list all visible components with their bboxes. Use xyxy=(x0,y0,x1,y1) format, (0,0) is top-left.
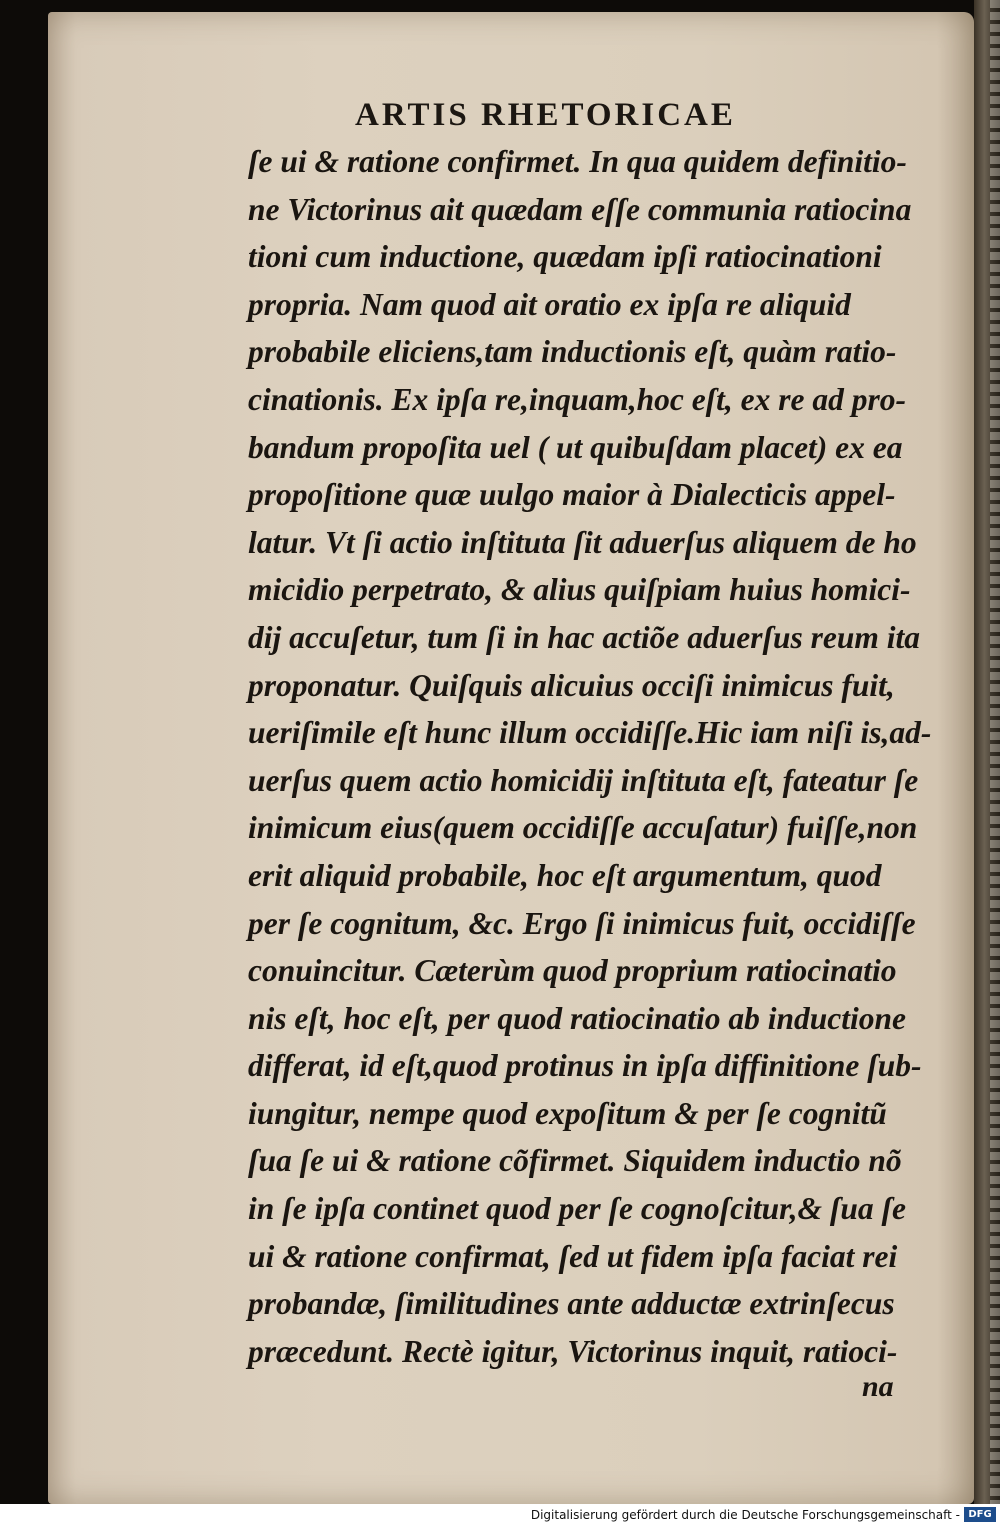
text-line: per ſe cognitum, &c. Ergo ſi inimicus fuit, occidiſſe xyxy=(248,905,916,941)
text-line: probandæ, ſimilitudines ante adductæ extrinſecus xyxy=(248,1286,895,1322)
text-line: probabile eliciens,tam inductionis eſt, quàm ratio- xyxy=(248,334,897,370)
text-line: dij accuſetur, tum ſi in hac actiõe aduerſus reum ita xyxy=(248,619,921,655)
text-line: ne Victorinus ait quædam eſſe communia ratiocina xyxy=(248,191,912,227)
page-body xyxy=(248,138,948,1375)
book-edge xyxy=(974,0,1000,1504)
text-line: iungitur, nempe quod expoſitum & per ſe cognitũ xyxy=(248,1095,887,1131)
text-line: propoſitione quæ uulgo maior à Dialecticis appel- xyxy=(248,477,896,513)
text-line: bandum propoſita uel ( ut quibuſdam placet) ex ea xyxy=(248,429,903,465)
text-line: tioni cum inductione, quædam ipſi ratiocinationi xyxy=(248,239,882,275)
running-header: ARTIS RHETORICAE xyxy=(355,97,736,133)
text-line: conuincitur. Cæterùm quod proprium ratiocinatio xyxy=(248,953,897,989)
text-line: differat, id eſt,quod protinus in ipſa diffinitione ſub- xyxy=(248,1048,922,1084)
text-line: proponatur. Quiſquis alicuius occiſi inimicus fuit, xyxy=(248,667,895,703)
catchword: na xyxy=(862,1370,894,1403)
text-line: præcedunt. Rectè igitur, Victorinus inquit, ratioci- xyxy=(248,1333,898,1369)
text-line: erit aliquid probabile, hoc eſt argumentum, quod xyxy=(248,857,882,893)
text-line: latur. Vt ſi actio inſtituta ſit aduerſus aliquem de ho xyxy=(248,524,917,560)
text-line: ſe ui & ratione confirmet. In qua quidem definitio- xyxy=(248,144,907,179)
dfg-logo: DFG xyxy=(964,1507,996,1522)
scale-ruler xyxy=(990,0,1000,1504)
text-line: in ſe ipſa continet quod per ſe cognoſcitur,& ſua ſe xyxy=(248,1191,906,1227)
text-line: propria. Nam quod ait oratio ex ipſa re aliquid xyxy=(248,286,851,322)
text-line: micidio perpetrato, & alius quiſpiam huius homici- xyxy=(248,572,911,608)
text-line: ueriſimile eſt hunc illum occidiſſe.Hic iam niſi is,ad- xyxy=(248,715,932,751)
text-line: ui & ratione confirmat, ſed ut fidem ipſa faciat rei xyxy=(248,1238,898,1274)
text-line: cinationis. Ex ipſa re,inquam,hoc eſt, ex re ad pro- xyxy=(248,381,907,417)
text-line: nis eſt, hoc eſt, per quod ratiocinatio ab inductione xyxy=(248,1000,907,1036)
text-line: inimicum eius(quem occidiſſe accuſatur) fuiſſe,non xyxy=(248,810,918,846)
footer-credit: Digitalisierung gefördert durch die Deutsche Forschungsgemeinschaft - xyxy=(530,1508,960,1522)
footer-bar xyxy=(0,1504,1000,1527)
text-line: ſua ſe ui & ratione cõfirmet. Siquidem inductio nõ xyxy=(248,1143,902,1179)
text-line: uerſus quem actio homicidij inſtituta eſt, fateatur ſe xyxy=(248,762,919,798)
